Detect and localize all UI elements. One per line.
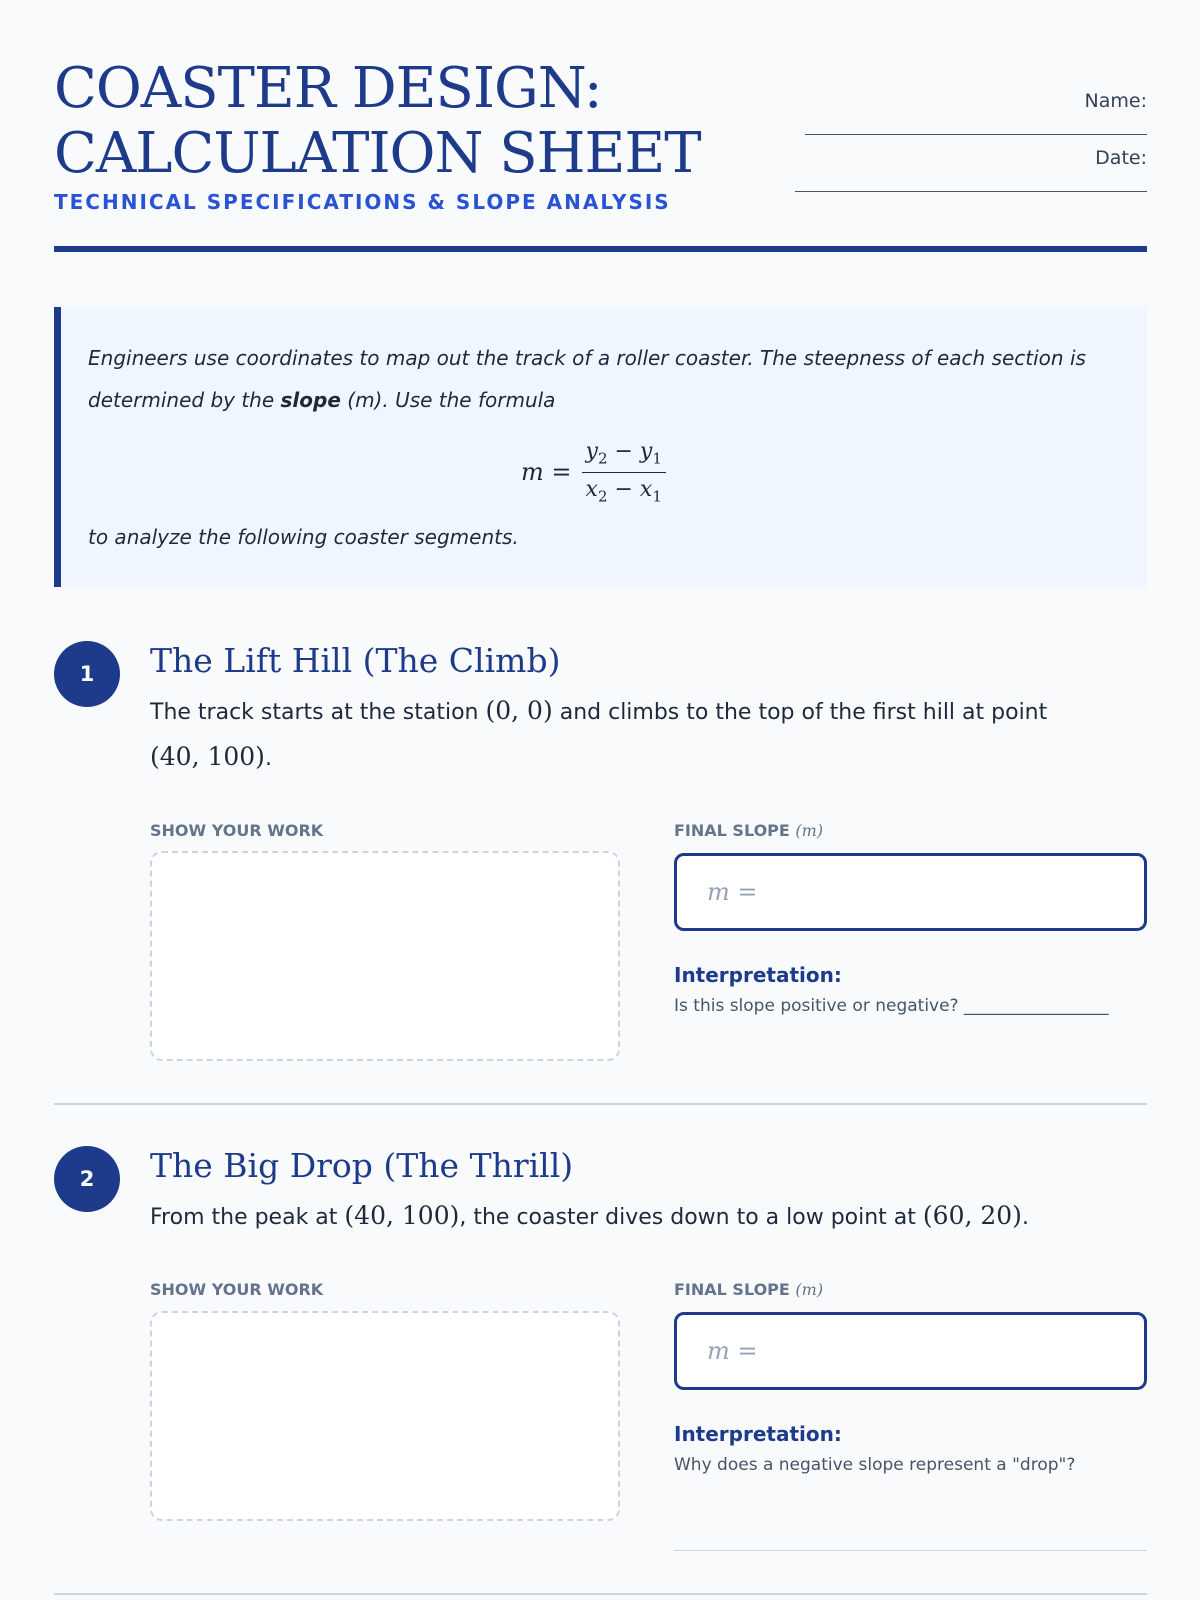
section-divider: [54, 1593, 1147, 1595]
desc-text-2: and climbs to the top of the first hill at point: [552, 700, 1048, 725]
interpretation-label: Interpretation:: [674, 963, 842, 987]
answer-placeholder: m =: [707, 1337, 758, 1365]
section-number-badge: 2: [54, 1146, 120, 1212]
intro-symbol-text: (m). Use the formula: [340, 388, 556, 412]
desc-text-3: .: [1021, 1205, 1029, 1230]
section-description: [150, 1194, 1090, 1240]
worksheet-page: [54, 0, 1147, 1600]
coord-end: (40, 100): [150, 742, 265, 771]
header-divider: [54, 246, 1147, 252]
coord-start: (0, 0): [485, 696, 553, 725]
slope-answer-field[interactable]: [674, 853, 1147, 931]
intro-text-before: Engineers use coordinates to map out the track of a roller coaster. The steepness of each section is determined by the: [88, 346, 1086, 412]
intro-outro-text: to analyze the following coaster segments.: [88, 525, 519, 549]
section-number-badge: 1: [54, 641, 120, 707]
formula-lhs: m =: [521, 458, 572, 486]
coord-end: (60, 20): [922, 1201, 1022, 1230]
final-slope-text: FINAL SLOPE: [674, 821, 790, 840]
page-title: [54, 56, 714, 186]
date-label: Date:: [1095, 147, 1147, 169]
slope-symbol: (m): [795, 1280, 824, 1299]
desc-text-2: , the coaster dives down to a low point at: [459, 1205, 923, 1230]
slope-symbol: (m): [795, 821, 824, 840]
name-field-line[interactable]: [805, 134, 1147, 135]
interpretation-answer-line[interactable]: [674, 1550, 1147, 1551]
work-label: SHOW YOUR WORK: [150, 821, 324, 840]
page-subtitle: TECHNICAL SPECIFICATIONS & SLOPE ANALYSIS: [54, 190, 671, 214]
work-area[interactable]: [150, 1311, 620, 1521]
intro-bold-word: slope: [280, 388, 341, 412]
intro-box: [54, 307, 1147, 587]
intro-text: [88, 337, 1118, 421]
formula-denominator: $x_2 - x_1$: [585, 476, 662, 505]
work-label: SHOW YOUR WORK: [150, 1280, 324, 1299]
name-label: Name:: [1084, 90, 1147, 112]
work-area[interactable]: [150, 851, 620, 1061]
title-line-1: COASTER DESIGN:: [54, 56, 602, 121]
interpretation-question[interactable]: Is this slope positive or negative? _________________: [674, 996, 1109, 1016]
formula-fraction: [582, 439, 666, 505]
desc-text-1: From the peak at: [150, 1205, 345, 1230]
answer-placeholder: m =: [707, 878, 758, 906]
section-divider: [54, 1103, 1147, 1105]
final-slope-text: FINAL SLOPE: [674, 1280, 790, 1299]
date-field-line[interactable]: [795, 191, 1147, 192]
interpretation-question: Why does a negative slope represent a "drop"?: [674, 1455, 1076, 1475]
title-line-2: CALCULATION SHEET: [54, 121, 701, 186]
section-title: The Lift Hill (The Climb): [150, 641, 561, 680]
final-slope-label: [674, 1280, 823, 1299]
section-description: [150, 689, 1090, 781]
section-title: The Big Drop (The Thrill): [150, 1146, 574, 1185]
student-info: [787, 90, 1147, 204]
formula-numerator: $y_2 - y_1$: [582, 439, 666, 472]
coord-start: (40, 100): [344, 1201, 460, 1230]
interpretation-label: Interpretation:: [674, 1422, 842, 1446]
desc-text-1: The track starts at the station: [150, 700, 486, 725]
slope-formula: [521, 437, 666, 507]
slope-answer-field[interactable]: [674, 1312, 1147, 1390]
final-slope-label: [674, 821, 823, 840]
desc-text-3: .: [264, 746, 272, 771]
